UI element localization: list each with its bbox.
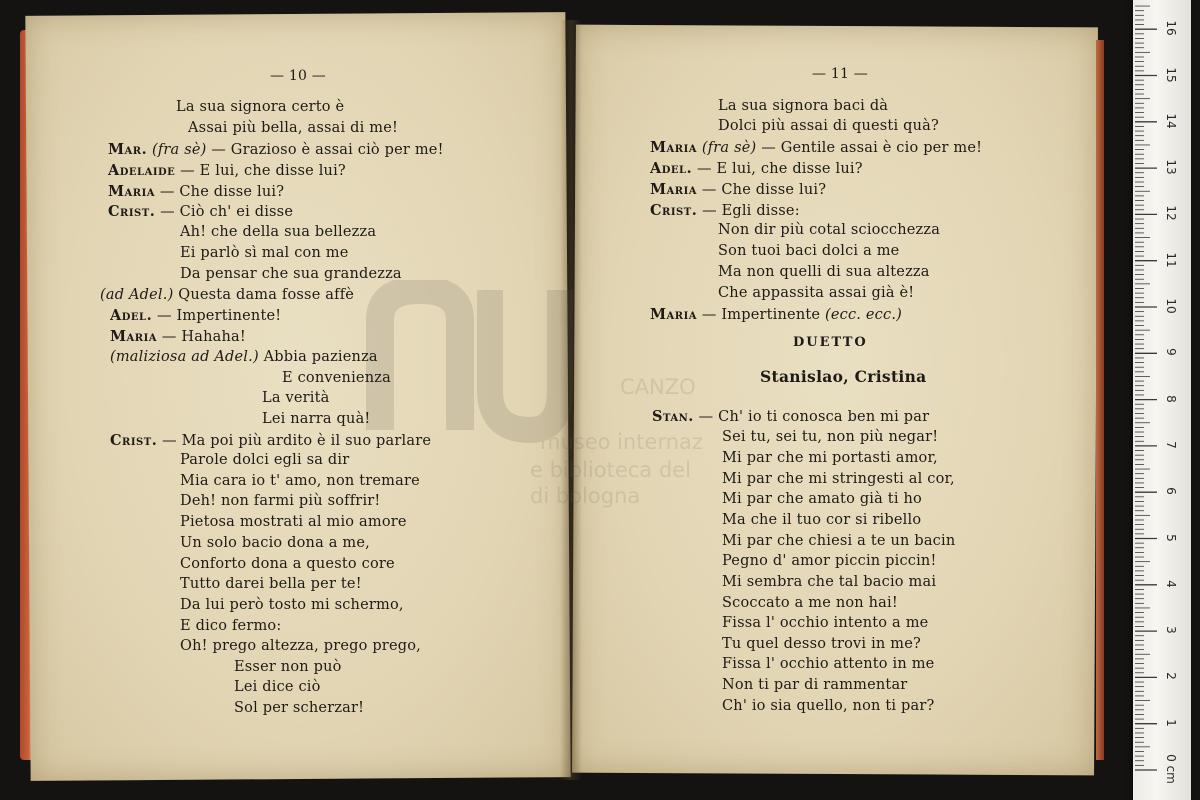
duet-line	[722, 450, 938, 466]
ruler-number: 9	[1164, 348, 1178, 357]
right-page-line	[718, 243, 899, 259]
right-page-line	[718, 118, 939, 134]
duet-line	[722, 698, 934, 714]
ruler-number: 3	[1164, 626, 1178, 634]
verse-text: — Ch' io ti conosca ben mi par	[698, 409, 930, 425]
left-page-line	[180, 556, 395, 572]
right-page-line	[718, 98, 888, 114]
ruler-number: 7	[1164, 441, 1178, 449]
verse-text: Fissa l' occhio intento a me	[722, 615, 929, 631]
left-page-line	[108, 141, 444, 158]
left-page-line	[108, 183, 284, 200]
right-page-number: — 11 —	[812, 66, 868, 82]
duet-line	[722, 512, 921, 528]
left-page-line	[234, 679, 321, 695]
speaker-name: Maria	[650, 139, 698, 156]
verse-text: Abbia pazienza	[263, 349, 378, 365]
verse-text: — Impertinente!	[156, 308, 282, 324]
left-page-line	[108, 162, 346, 179]
verse-text: Pegno d' amor piccin piccin!	[722, 553, 937, 569]
right-page-line	[650, 160, 863, 177]
speaker-name: Crist.	[650, 202, 698, 219]
right-page-line	[650, 202, 800, 219]
verse-text: Ma non quelli di sua altezza	[718, 264, 930, 280]
verse-text: Un solo bacio dona a me,	[180, 535, 370, 551]
left-page-line	[180, 245, 349, 261]
duet-line	[722, 491, 922, 507]
duet-line	[722, 471, 955, 487]
verse-text: E convenienza	[282, 370, 391, 386]
speaker-name: Maria	[650, 181, 698, 198]
ruler-ticks	[1133, 0, 1191, 800]
left-page-line	[100, 287, 354, 303]
ruler-number: 10	[1164, 298, 1178, 314]
stage-direction: (ad Adel.)	[100, 287, 174, 303]
left-page-line	[180, 618, 281, 634]
ruler-number: 15	[1164, 66, 1178, 83]
verse-text: — Che disse lui?	[701, 182, 827, 198]
duet-line	[722, 553, 937, 569]
left-page-line	[234, 700, 364, 716]
ruler-number: 8	[1164, 394, 1178, 403]
left-page-line	[180, 452, 349, 468]
speaker-name: Maria	[650, 306, 698, 323]
verse-text: Ma che il tuo cor si ribello	[722, 512, 922, 528]
speaker-name: Adelaide	[108, 162, 176, 179]
right-page-line	[650, 181, 826, 198]
verse-text: — Ciò ch' ei disse	[160, 204, 294, 220]
ruler-number: 4	[1164, 579, 1178, 588]
booklet-cover-edge-right	[1096, 40, 1104, 760]
verse-text: Assai più bella, assai di me!	[188, 120, 399, 136]
verse-text: Lei narra quà!	[262, 411, 371, 427]
verse-text: Scoccato a me non hai!	[722, 595, 898, 611]
left-page-line	[180, 473, 420, 489]
speaker-name: Adel.	[110, 307, 153, 324]
verse-text: Sol per scherzar!	[234, 700, 365, 716]
speaker-name: Maria	[110, 328, 158, 345]
right-page-line	[718, 264, 930, 280]
duet-line	[722, 677, 907, 693]
right-page-line	[718, 285, 914, 301]
verse-text: Oh! prego altezza, prego prego,	[180, 638, 421, 654]
stage-direction: (fra sè)	[701, 140, 757, 156]
verse-text: Che appassita assai già è!	[718, 285, 915, 301]
right-page-line	[650, 306, 902, 323]
left-page-line	[180, 535, 370, 551]
verse-text: — Che disse lui?	[159, 184, 285, 200]
left-page-line	[110, 432, 431, 449]
verse-text: Parole dolci egli sa dir	[180, 452, 350, 468]
left-page-line	[234, 659, 342, 675]
verse-text: Mi par che chiesi a te un bacin	[722, 533, 956, 549]
ruler-number: 1	[1164, 718, 1178, 727]
verse-text: Tutto darei bella per te!	[180, 576, 362, 592]
speaker-name: Stan.	[652, 408, 694, 425]
verse-text: Mi par che mi portasti amor,	[722, 450, 938, 466]
measuring-ruler	[1133, 0, 1191, 800]
verse-text: — E lui, che disse lui?	[696, 161, 863, 177]
verse-text: Non ti par di rammentar	[722, 677, 908, 693]
verse-text: Mi par che mi stringesti al cor,	[722, 471, 955, 487]
verse-text: Fissa l' occhio attento in me	[722, 656, 935, 672]
left-page-line	[110, 328, 246, 345]
stage-direction: (fra sè)	[151, 142, 207, 158]
left-page-line	[180, 514, 407, 530]
ruler-number: 0 cm	[1164, 754, 1178, 784]
verse-text: Sei tu, sei tu, non più negar!	[722, 429, 939, 445]
ruler-number: 2	[1164, 672, 1178, 681]
left-page-line	[180, 638, 421, 654]
verse-text: La verità	[262, 390, 330, 406]
duet-heading: DUETTO	[793, 335, 868, 350]
verse-text: Mi sembra che tal bacio mai	[722, 574, 937, 590]
left-page-number: — 10 —	[270, 68, 326, 84]
duet-line	[722, 636, 921, 652]
verse-text: Ei parlò sì mal con me	[180, 245, 349, 261]
duet-line	[722, 533, 955, 549]
verse-text: — Egli disse:	[702, 203, 800, 219]
left-page-line	[108, 203, 293, 220]
left-page-line	[180, 597, 404, 613]
book-gutter	[560, 20, 582, 780]
left-page-line	[180, 493, 380, 509]
ruler-number: 13	[1164, 159, 1178, 175]
right-page-line	[650, 139, 982, 156]
left-page-line	[180, 576, 362, 592]
verse-text: Deh! non farmi più soffrir!	[180, 493, 381, 509]
duet-line	[652, 408, 929, 425]
duet-line	[722, 615, 928, 631]
ruler-number: 5	[1164, 533, 1178, 542]
verse-text: — Impertinente	[701, 307, 821, 323]
verse-text: Mia cara io t' amo, non tremare	[180, 473, 420, 489]
left-page-line	[110, 349, 378, 365]
verse-text: Da pensar che sua grandezza	[180, 266, 402, 282]
verse-text: — Hahaha!	[161, 329, 246, 345]
speaker-name: Maria	[108, 183, 156, 200]
verse-text: Non dir più cotal sciocchezza	[718, 222, 941, 238]
stage-direction: (maliziosa ad Adel.)	[110, 349, 259, 365]
left-page-line	[180, 224, 376, 240]
duet-line	[722, 656, 934, 672]
duet-line	[722, 574, 936, 590]
verse-text: La sua signora baci dà	[718, 98, 889, 114]
verse-text: Esser non può	[234, 659, 342, 675]
ruler-number: 12	[1164, 205, 1178, 222]
verse-text: Tu quel desso trovi in me?	[722, 636, 921, 652]
speaker-name: Mar.	[108, 141, 148, 158]
verse-text: Dolci più assai di questi quà?	[718, 118, 939, 134]
verse-text: — Gentile assai è cio per me!	[761, 140, 983, 156]
left-page-line	[180, 266, 402, 282]
right-page-line	[718, 222, 940, 238]
verse-text: Mi par che amato già ti ho	[722, 491, 922, 507]
duet-line	[722, 595, 898, 611]
speaker-name: Adel.	[650, 160, 693, 177]
speaker-name: Crist.	[108, 203, 156, 220]
verse-text: Son tuoi baci dolci a me	[718, 243, 900, 259]
ruler-number: 16	[1164, 20, 1178, 36]
left-page-line	[262, 411, 370, 427]
verse-text: — Ma poi più ardito è il suo parlare	[162, 433, 432, 449]
verse-text: Ah! che della sua bellezza	[180, 224, 377, 240]
verse-text: — E lui, che disse lui?	[180, 163, 346, 179]
duet-characters: Stanislao, Cristina	[760, 367, 927, 386]
verse-text: — Grazioso è assai ciò per me!	[211, 142, 444, 158]
ruler-number: 14	[1164, 113, 1178, 129]
verse-text: Pietosa mostrati al mio amore	[180, 514, 407, 530]
ruler-number: 11	[1164, 252, 1178, 268]
speaker-name: Crist.	[110, 432, 158, 449]
duet-line	[722, 429, 938, 445]
ruler-number: 6	[1164, 487, 1178, 495]
left-page-line	[282, 370, 391, 386]
verse-text: Conforto dona a questo core	[180, 556, 395, 572]
verse-text: Ch' io sia quello, non ti par?	[722, 698, 935, 714]
left-page-line	[110, 307, 281, 324]
verse-text: La sua signora certo è	[176, 99, 345, 115]
left-page-line	[176, 99, 344, 115]
left-page-line	[262, 390, 330, 406]
left-page-line	[188, 120, 398, 136]
verse-text: Da lui però tosto mi schermo,	[180, 597, 404, 613]
verse-text: Questa dama fosse affè	[178, 287, 355, 303]
verse-text: E dico fermo:	[180, 618, 282, 634]
stage-direction: (ecc. ecc.)	[825, 307, 902, 323]
verse-text: Lei dice ciò	[234, 679, 321, 695]
